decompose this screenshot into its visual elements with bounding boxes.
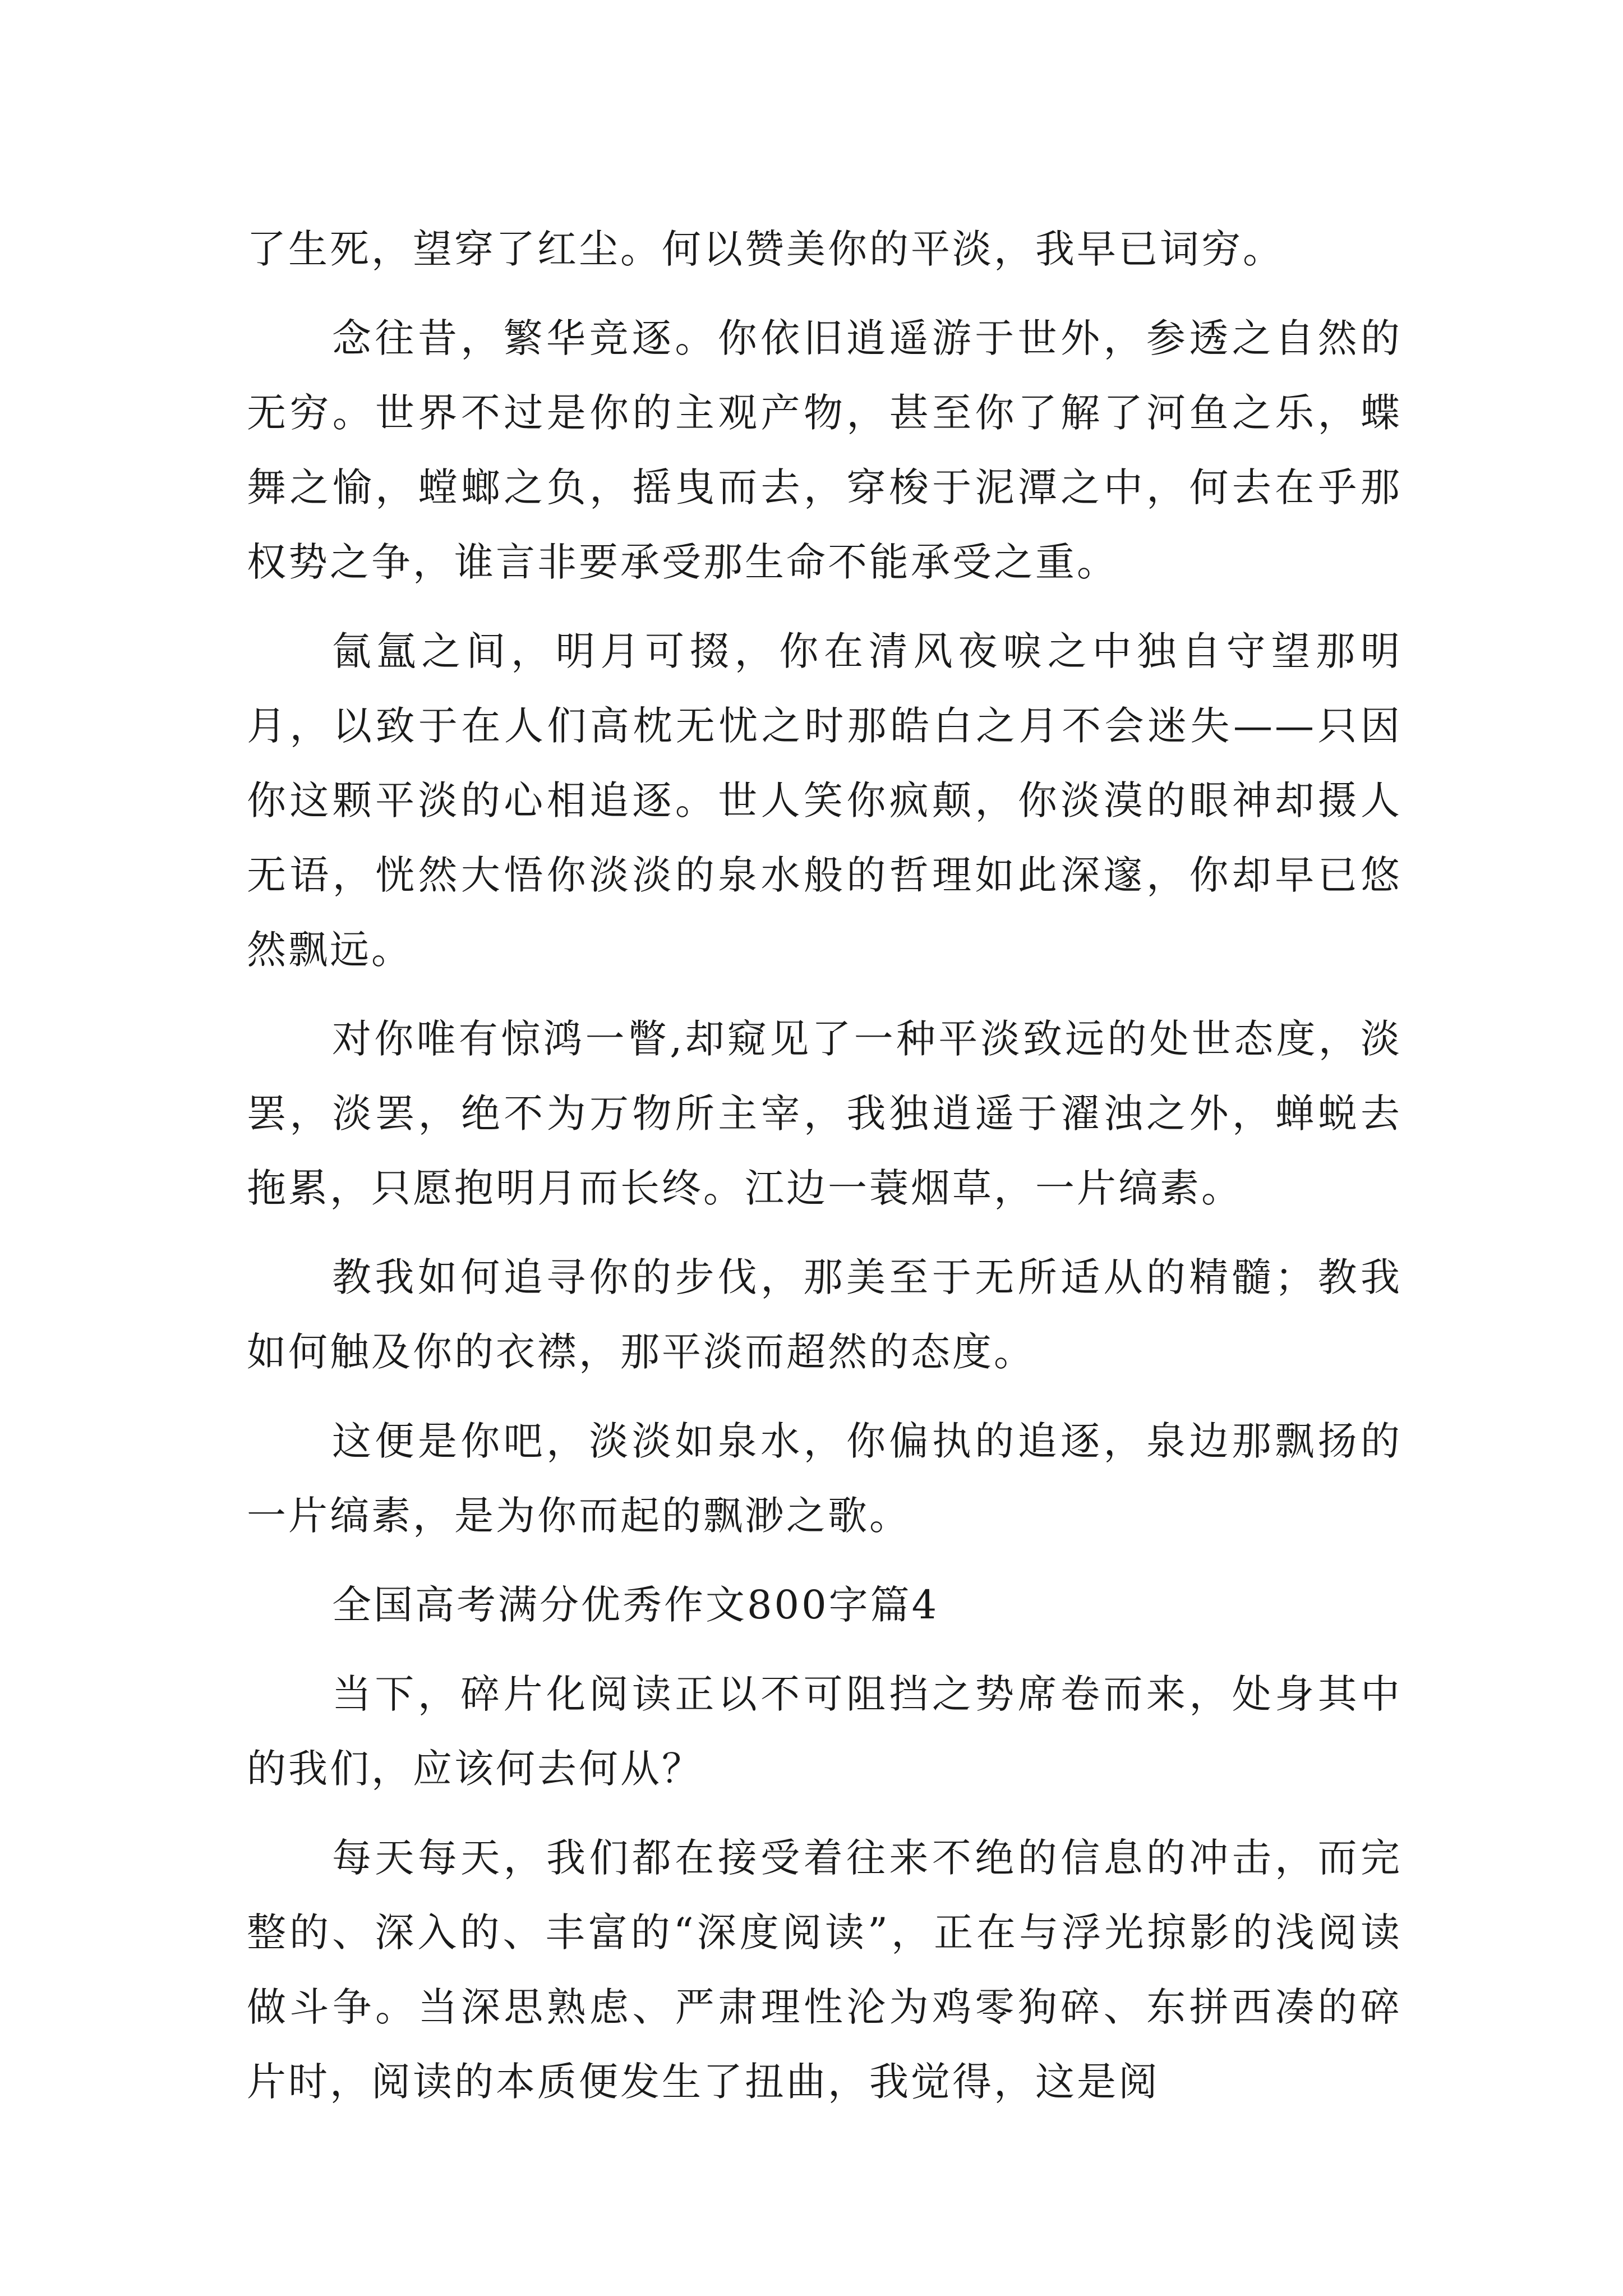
paragraph: 每天每天，我们都在接受着往来不绝的信息的冲击，而完整的、深入的、丰富的“深度阅读”，正在与浮光掠影的浅阅读做斗争。当深思熟虑、严肃理性沦为鸡零狗碎、东拼西凑的碎片时，阅读的本质便发生了扭曲，我觉得，这是阅 [247,1835,1402,2105]
paragraph: 教我如何追寻你的步伐，那美至于无所适从的精髓；教我如何触及你的衣襟，那平淡而超然的态度。 [247,1254,1402,1375]
paragraph: 当下，碎片化阅读正以不可阻挡之势席卷而来，处身其中的我们，应该何去何从？ [247,1671,1402,1792]
paragraph: 这便是你吧，淡淡如泉水，你偏执的追逐，泉边那飘扬的一片缟素，是为你而起的飘渺之歌。 [247,1418,1402,1539]
paragraph: 念往昔，繁华竞逐。你依旧逍遥游于世外，参透之自然的无穷。世界不过是你的主观产物，甚至你了解了河鱼之乐，蝶舞之愉，螳螂之负，摇曳而去，穿梭于泥潭之中，何去在乎那权势之争，谁言非要承受那生命不能承受之重。 [247,315,1402,585]
paragraph: 氤氲之间，明月可掇，你在清风夜唳之中独自守望那明月，以致于在人们高枕无忧之时那皓白之月不会迷失——只因你这颗平淡的心相追逐。世人笑你疯颠，你淡漠的眼神却摄人无语，恍然大悟你淡淡的泉水般的哲理如此深邃，你却早已悠然飘远。 [247,628,1402,973]
paragraph-continuation: 了生死，望穿了红尘。何以赞美你的平淡，我早已词穷。 [247,226,1284,272]
paragraph: 对你唯有惊鸿一瞥,却窥见了一种平淡致远的处世态度，淡罢，淡罢，绝不为万物所主宰，我独逍遥于濯浊之外，蝉蜕去拖累，只愿抱明月而长终。江边一蓑烟草，一片缟素。 [247,1016,1402,1211]
section-heading: 全国高考满分优秀作文800字篇4 [332,1582,939,1628]
document-body [247,212,1402,2134]
